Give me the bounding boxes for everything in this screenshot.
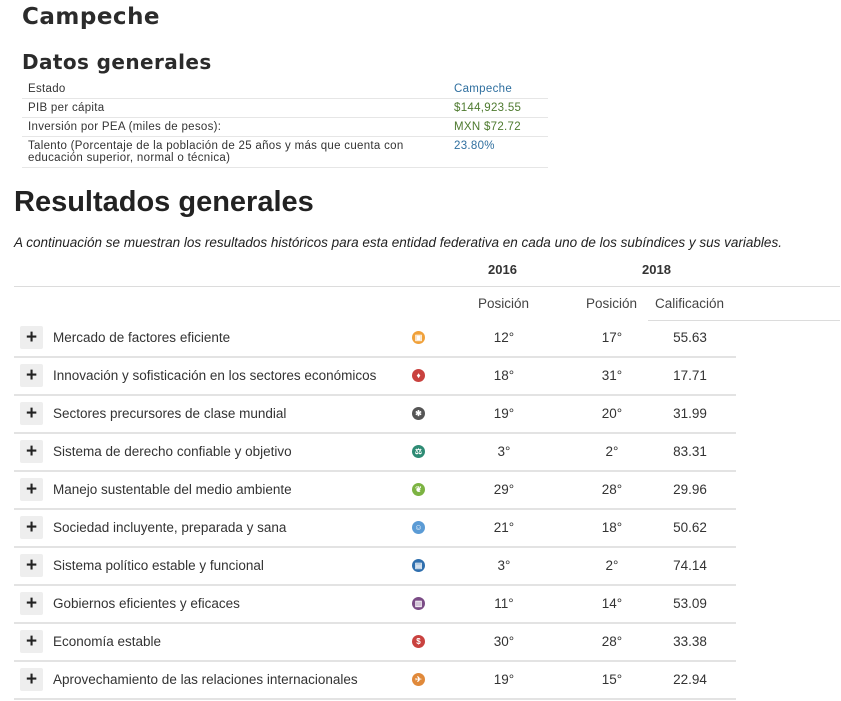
state-title: Campeche [22, 4, 161, 30]
expand-button[interactable]: + [20, 364, 43, 387]
subindex-name: Innovación y sofisticación en los sectores económicos [53, 368, 377, 383]
subindex-name: Mercado de factores eficiente [53, 330, 231, 345]
col-posicion-2018: Posición [586, 296, 638, 311]
subindex-name: Gobiernos eficientes y eficaces [53, 596, 240, 611]
datos-value: Campeche [448, 80, 548, 99]
datos-label: Talento (Porcentaje de la población de 25 años y más que cuenta con educación superior, normal o técnica) [22, 137, 448, 168]
subindex-name: Aprovechamiento de las relaciones internacionales [53, 672, 358, 687]
plane-icon: ✈ [412, 673, 425, 686]
datos-value: $144,923.55 [448, 99, 548, 118]
position-2016: 11° [494, 596, 514, 611]
position-2016: 12° [493, 330, 515, 345]
calificacion-2018: 17.71 [673, 368, 707, 383]
col-posicion-2016: Posición [478, 296, 530, 311]
position-2018: 2° [605, 444, 619, 459]
calificacion-2018: 50.62 [673, 520, 707, 535]
expand-button[interactable]: + [20, 402, 43, 425]
expand-button[interactable]: + [20, 630, 43, 653]
people-icon: ☺ [412, 521, 425, 534]
datos-row-talento [22, 137, 548, 168]
position-2016: 3° [497, 444, 511, 459]
position-2018: 20° [601, 406, 623, 421]
year-2018-header: 2018 [642, 262, 671, 277]
position-2016: 3° [497, 558, 511, 573]
subindex-name: Sociedad incluyente, preparada y sana [53, 520, 287, 535]
table-row[interactable] [14, 662, 736, 700]
calificacion-2018: 53.09 [673, 596, 707, 611]
table-row[interactable] [14, 320, 736, 358]
position-2016: 19° [493, 672, 515, 687]
law-icon: ⚖ [412, 445, 425, 458]
expand-button[interactable]: + [20, 440, 43, 463]
subindex-name: Sistema de derecho confiable y objetivo [53, 444, 292, 459]
calificacion-2018: 22.94 [673, 672, 707, 687]
year-2016-header: 2016 [488, 262, 517, 277]
position-2016: 18° [493, 368, 515, 383]
table-row[interactable] [14, 624, 736, 662]
position-2018: 31° [601, 368, 623, 383]
resultados-generales-title: Resultados generales [14, 186, 314, 218]
calificacion-2018: 29.96 [673, 482, 707, 497]
subindex-name: Economía estable [53, 634, 162, 649]
datos-generales-title: Datos generales [22, 50, 212, 74]
position-2016: 29° [493, 482, 515, 497]
position-2018: 15° [601, 672, 623, 687]
government-icon: ▥ [412, 597, 425, 610]
table-row[interactable] [14, 472, 736, 510]
position-2018: 17° [601, 330, 623, 345]
position-2018: 18° [601, 520, 623, 535]
results-table [14, 320, 736, 700]
table-row[interactable] [14, 510, 736, 548]
money-icon: $ [412, 635, 425, 648]
sectors-icon: ✱ [412, 407, 425, 420]
table-row[interactable] [14, 434, 736, 472]
position-2018: 2° [605, 558, 619, 573]
position-2018: 28° [601, 634, 623, 649]
subindex-name: Sectores precursores de clase mundial [53, 406, 287, 421]
datos-label: PIB per cápita [22, 99, 448, 118]
calificacion-2018: 31.99 [673, 406, 707, 421]
table-row[interactable] [14, 548, 736, 586]
expand-button[interactable]: + [20, 668, 43, 691]
position-2016: 21° [493, 520, 515, 535]
position-2018: 28° [601, 482, 623, 497]
expand-button[interactable]: + [20, 516, 43, 539]
datos-row-estado [22, 80, 548, 99]
expand-button[interactable]: + [20, 478, 43, 501]
position-2016: 30° [493, 634, 515, 649]
position-2016: 19° [493, 406, 515, 421]
col-calificacion: Calificación [655, 296, 725, 311]
table-row[interactable] [14, 358, 736, 396]
calificacion-2018: 74.14 [673, 558, 707, 573]
intro-text: A continuación se muestran los resultados históricos para esta entidad federativa en cada uno de los subíndices y sus variables. [14, 235, 782, 250]
datos-label: Estado [22, 80, 448, 99]
table-row[interactable] [14, 396, 736, 434]
header-divider [14, 286, 840, 287]
position-2018: 14° [601, 596, 623, 611]
leaf-icon: ❦ [412, 483, 425, 496]
datos-row-inversion [22, 118, 548, 137]
expand-button[interactable]: + [20, 592, 43, 615]
calificacion-2018: 33.38 [673, 634, 707, 649]
datos-generales-table [22, 80, 548, 168]
datos-row-pib [22, 99, 548, 118]
datos-label: Inversión por PEA (miles de pesos): [22, 118, 448, 137]
expand-button[interactable]: + [20, 554, 43, 577]
politics-icon: ▤ [412, 559, 425, 572]
factors-icon: ▣ [412, 331, 425, 344]
expand-button[interactable]: + [20, 326, 43, 349]
subindex-name: Sistema político estable y funcional [53, 558, 264, 573]
subindex-name: Manejo sustentable del medio ambiente [53, 482, 292, 497]
datos-value: 23.80% [448, 137, 548, 168]
calificacion-2018: 83.31 [673, 444, 707, 459]
datos-value: MXN $72.72 [448, 118, 548, 137]
calificacion-2018: 55.63 [673, 330, 707, 345]
table-row[interactable] [14, 586, 736, 624]
lightbulb-icon: ♦ [412, 369, 425, 382]
